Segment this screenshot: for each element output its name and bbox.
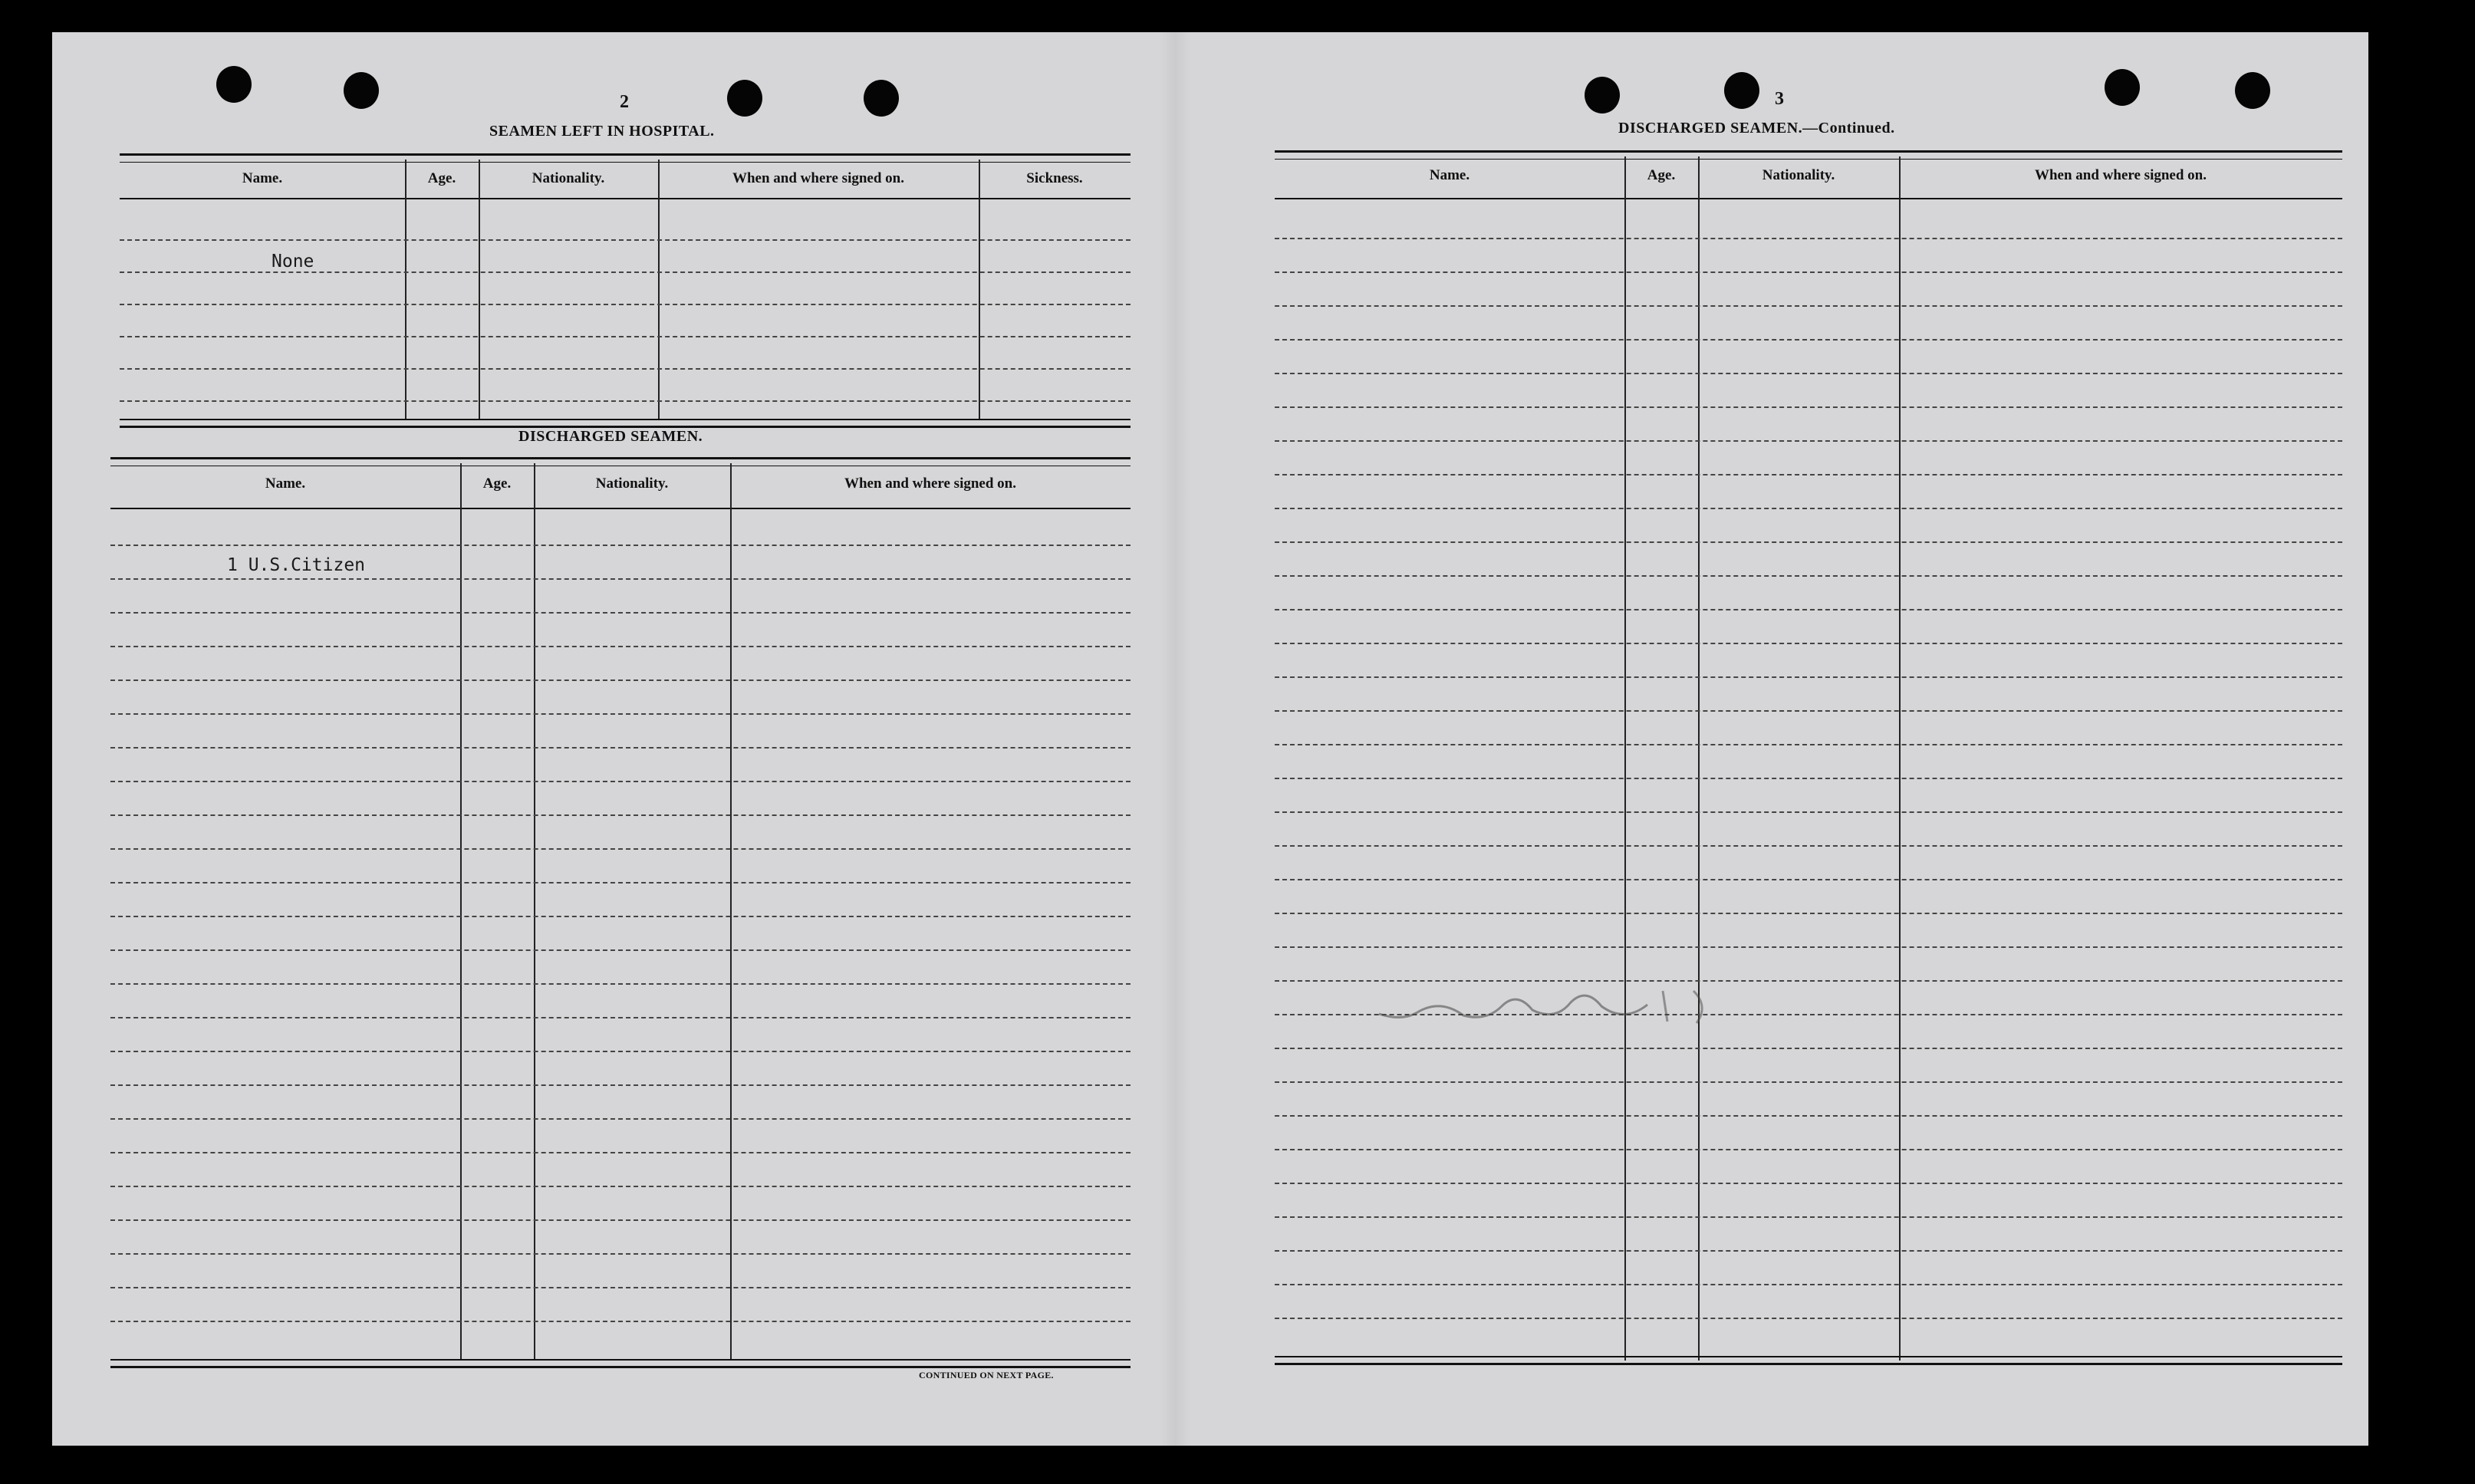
hospital-table: [120, 153, 1131, 452]
col-header-name: Name.: [265, 475, 306, 492]
col-header-age: Age.: [482, 475, 512, 492]
col-header-age: Age.: [1647, 167, 1676, 183]
punch-hole: [864, 80, 899, 117]
col-header-nationality: Nationality.: [532, 170, 605, 186]
page-number-right: 3: [1775, 89, 1784, 109]
document-sheet: [52, 32, 2368, 1446]
punch-hole: [216, 66, 252, 103]
discharged-continued-table: [1275, 150, 2342, 1408]
col-header-nationality: Nationality.: [1762, 167, 1835, 183]
col-header-name: Name.: [242, 170, 283, 186]
col-header-when-where: When and where signed on.: [732, 170, 904, 186]
col-header-when-where: When and where signed on.: [844, 475, 1016, 492]
discharged-table: [110, 457, 1131, 1416]
punch-hole: [2235, 72, 2270, 109]
continued-note: CONTINUED ON NEXT PAGE.: [919, 1370, 1054, 1380]
page-number-left: 2: [620, 92, 629, 112]
punch-hole: [1724, 72, 1759, 109]
col-header-sickness: Sickness.: [1026, 170, 1083, 186]
hospital-entry: None: [272, 252, 314, 271]
bleed-through-mark: [1371, 968, 1739, 1037]
col-header-when-where: When and where signed on.: [2034, 167, 2207, 183]
discharged-section-title: DISCHARGED SEAMEN.: [518, 428, 703, 445]
hospital-section-title: SEAMEN LEFT IN HOSPITAL.: [489, 123, 715, 140]
discharged-continued-title: DISCHARGED SEAMEN.—Continued.: [1618, 120, 1895, 137]
col-header-age: Age.: [427, 170, 456, 186]
punch-hole: [727, 80, 762, 117]
col-header-nationality: Nationality.: [595, 475, 669, 492]
col-header-name: Name.: [1429, 167, 1470, 183]
punch-hole: [1585, 77, 1620, 114]
punch-hole: [2105, 69, 2140, 106]
punch-hole: [344, 72, 379, 109]
discharged-entry: 1 U.S.Citizen: [227, 555, 366, 575]
